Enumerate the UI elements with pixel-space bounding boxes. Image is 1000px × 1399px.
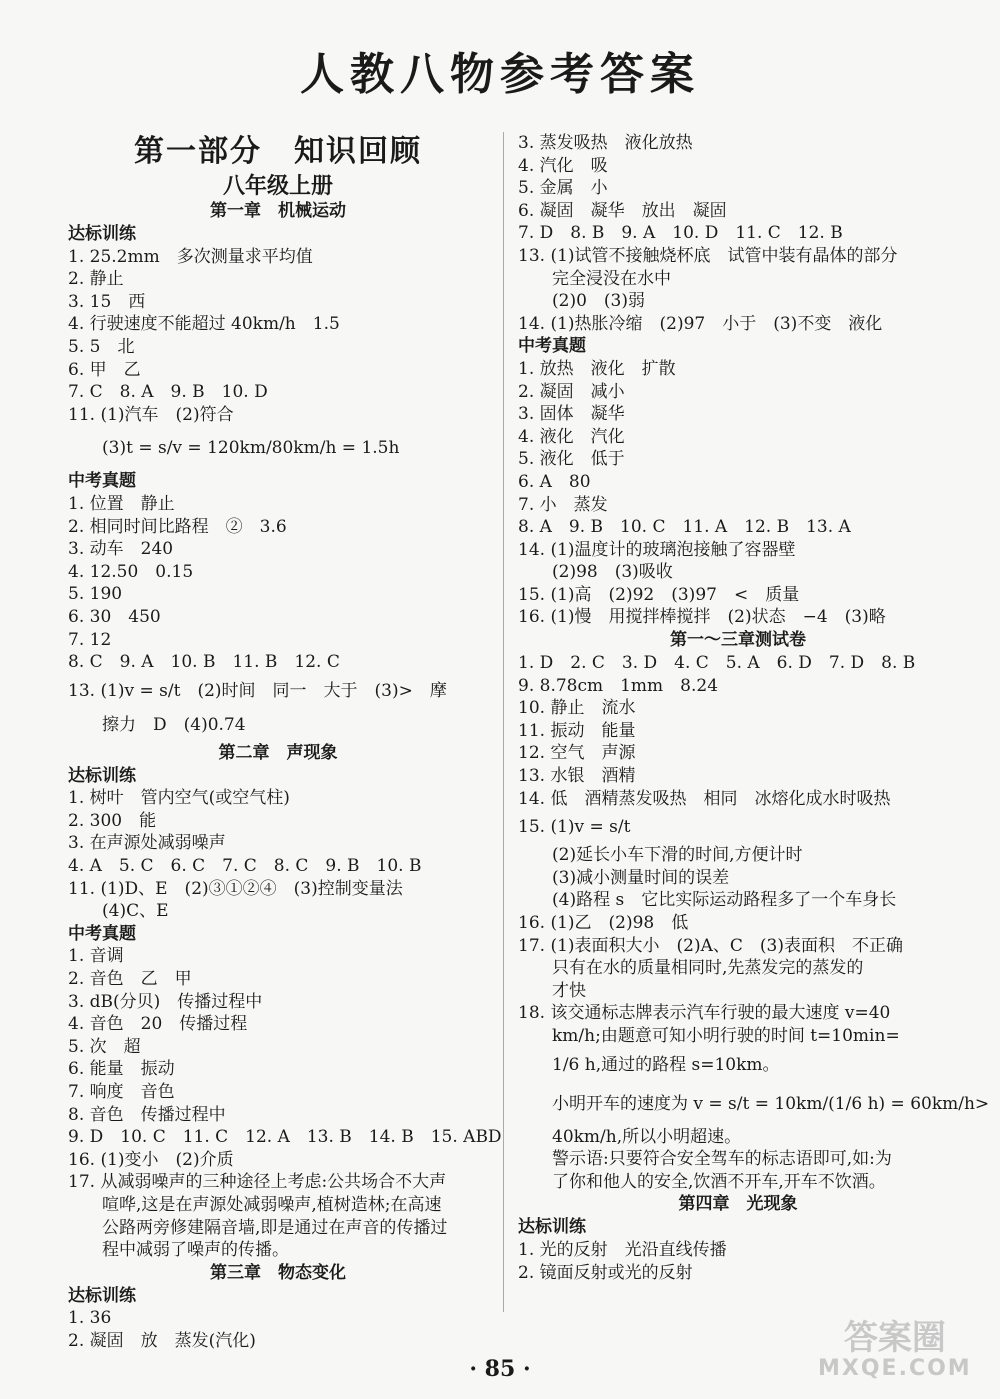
answer-line: 喧哗,这是在声源处减弱噪声,植树造林;在高速 bbox=[68, 1194, 442, 1215]
chapter-heading: 第二章 声现象 bbox=[218, 742, 338, 763]
answer-line: 2. 凝固 减小 bbox=[518, 381, 625, 402]
answer-line: 14. 低 酒精蒸发吸热 相同 冰熔化成水时吸热 bbox=[518, 788, 891, 809]
answer-line: 17. 从减弱噪声的三种途径上考虑:公共场合不大声 bbox=[68, 1172, 447, 1193]
answer-line: 5. 190 bbox=[68, 584, 123, 605]
answer-line: km/h;由题意可知小明行驶的时间 t=10min= bbox=[518, 1025, 900, 1046]
answer-line: 3. dB(分贝) 传播过程中 bbox=[68, 991, 263, 1012]
answer-line: 4. 12.50 0.15 bbox=[68, 561, 194, 582]
answer-line: 7. 12 bbox=[68, 629, 112, 650]
answer-line: 程中减弱了噪声的传播。 bbox=[68, 1240, 289, 1261]
answer-line: 14. (1)热胀冷缩 (2)97 小于 (3)不变 液化 bbox=[518, 313, 883, 334]
chapter-heading: 第一章 机械运动 bbox=[210, 201, 346, 221]
answer-line: 16. (1)慢 用搅拌棒搅拌 (2)状态 −4 (3)略 bbox=[518, 607, 886, 628]
answer-line: 7. C 8. A 9. B 10. D bbox=[68, 382, 268, 403]
column-divider bbox=[503, 132, 504, 1312]
answer-line: (4)路程 s 它比实际运动路程多了一个车身长 bbox=[518, 890, 897, 911]
answer-line: 6. 凝固 凝华 放出 凝固 bbox=[518, 200, 727, 221]
right-column bbox=[518, 132, 990, 1284]
answer-line: 16. (1)乙 (2)98 低 bbox=[518, 913, 689, 933]
answer-line: 5. 金属 小 bbox=[518, 178, 608, 199]
answer-line: 13. (1)试管不接触烧杯底 试管中装有晶体的部分 bbox=[518, 245, 898, 266]
answer-line: 才快 bbox=[518, 980, 586, 1001]
answer-line: 1. 放热 液化 扩散 bbox=[518, 358, 676, 379]
answer-line: (2)0 (3)弱 bbox=[518, 291, 645, 312]
chapter-heading: 第四章 光现象 bbox=[678, 1194, 798, 1215]
answer-line: 8. A 9. B 10. C 11. A 12. B 13. A bbox=[518, 517, 851, 538]
answer-line: (3)减小测量时间的误差 bbox=[518, 867, 730, 888]
answer-line: 1. 位置 静止 bbox=[68, 493, 175, 514]
answer-line: 15. (1)v = s/t bbox=[518, 817, 631, 838]
section-heading: 达标训练 bbox=[518, 1217, 586, 1238]
answer-line: (2)延长小车下滑的时间,方便计时 bbox=[518, 845, 803, 866]
answer-line: 2. 相同时间比路程 ② 3.6 bbox=[68, 516, 287, 537]
answer-line: 8. C 9. A 10. B 11. B 12. C bbox=[68, 652, 340, 673]
answer-line: 只有在水的质量相同时,先蒸发完的蒸发的 bbox=[518, 958, 864, 979]
answer-line: 3. 固体 凝华 bbox=[518, 404, 625, 425]
answer-line: 7. 响度 音色 bbox=[68, 1082, 175, 1102]
page-number: · 85 · bbox=[469, 1356, 531, 1382]
answer-line: 3. 在声源处减弱噪声 bbox=[68, 833, 226, 854]
answer-line: 6. 能量 振动 bbox=[68, 1059, 175, 1080]
section-heading: 达标训练 bbox=[68, 224, 136, 244]
answer-line: 4. 液化 汽化 bbox=[518, 426, 625, 447]
answer-line: 2. 静止 bbox=[68, 269, 124, 290]
answer-line: 1. 光的反射 光沿直线传播 bbox=[518, 1239, 727, 1260]
page-title: 人教八物参考答案 bbox=[300, 49, 700, 100]
answer-line: 1. 36 bbox=[68, 1308, 112, 1329]
answer-line: 14. (1)温度计的玻璃泡接触了容器壁 bbox=[518, 539, 796, 560]
answer-line: 5. 5 北 bbox=[68, 336, 135, 357]
answer-line: 1/6 h,通过的路程 s=10km。 bbox=[518, 1054, 780, 1075]
answer-line: 2. 凝固 放 蒸发(汽化) bbox=[68, 1330, 256, 1351]
answer-line: 7. 小 蒸发 bbox=[518, 494, 608, 515]
answer-line: 4. 行驶速度不能超过 40km/h 1.5 bbox=[68, 314, 340, 335]
answer-line: (2)98 (3)吸收 bbox=[518, 562, 673, 583]
answer-line: 10. 静止 流水 bbox=[518, 698, 636, 719]
answer-line: 13. 水银 酒精 bbox=[518, 766, 636, 787]
answer-line: 11. 振动 能量 bbox=[518, 720, 636, 741]
answer-line: 2. 音色 乙 甲 bbox=[68, 969, 192, 990]
answer-line: 9. 8.78cm 1mm 8.24 bbox=[518, 675, 719, 696]
chapter-heading: 第一～三章测试卷 bbox=[670, 630, 806, 651]
answer-line: 12. 空气 声源 bbox=[518, 743, 636, 764]
watermark-name: 答案圈 bbox=[843, 1318, 946, 1358]
answer-line: 11. (1)汽车 (2)符合 bbox=[68, 404, 234, 425]
answer-line: 8. 音色 传播过程中 bbox=[68, 1104, 226, 1125]
answer-line: 1. D 2. C 3. D 4. C 5. A 6. D 7. D 8. B bbox=[518, 653, 916, 674]
chapter-heading: 第三章 物态变化 bbox=[210, 1262, 346, 1283]
answer-line: 5. 次 超 bbox=[68, 1036, 141, 1057]
answer-line: (4)C、E bbox=[68, 901, 169, 922]
answer-line: 了你和他人的安全,饮酒不开车,开车不饮酒。 bbox=[518, 1171, 886, 1192]
answer-line: 3. 蒸发吸热 液化放热 bbox=[518, 133, 693, 153]
part-heading: 第一部分 知识回顾 bbox=[134, 134, 422, 169]
answer-line: 完全浸没在水中 bbox=[518, 268, 671, 289]
answer-line: 40km/h,所以小明超速。 bbox=[518, 1126, 742, 1147]
left-column bbox=[68, 132, 502, 1353]
answer-line: 2. 300 能 bbox=[68, 810, 157, 831]
answer-line: 4. 汽化 吸 bbox=[518, 155, 608, 176]
answer-line: 3. 15 西 bbox=[68, 291, 146, 312]
section-heading: 中考真题 bbox=[68, 923, 136, 944]
answer-line: 1. 音调 bbox=[68, 946, 124, 967]
answer-line: 13. (1)v = s/t (2)时间 同一 大于 (3)> 摩 bbox=[68, 680, 447, 701]
answer-line: 6. 30 450 bbox=[68, 606, 161, 627]
answer-line: 6. 甲 乙 bbox=[68, 359, 141, 380]
answer-line: 17. (1)表面积大小 (2)A、C (3)表面积 不正确 bbox=[518, 935, 903, 956]
section-heading: 中考真题 bbox=[68, 471, 136, 492]
answer-line: 4. A 5. C 6. C 7. C 8. C 9. B 10. B bbox=[68, 856, 422, 877]
answer-line: 1. 树叶 管内空气(或空气柱) bbox=[68, 788, 290, 809]
answer-line: (3)t = s/v = 120km/80km/h = 1.5h bbox=[68, 438, 400, 459]
watermark-url: MXQE.COM bbox=[818, 1356, 972, 1381]
answer-line: 5. 液化 低于 bbox=[518, 449, 625, 470]
answer-line: 公路两旁修建隔音墙,即是通过在声音的传播过 bbox=[68, 1217, 448, 1238]
answer-line: 15. (1)高 (2)92 (3)97 < 质量 bbox=[518, 584, 800, 605]
answer-line: 9. D 10. C 11. C 12. A 13. B 14. B 15. ABD bbox=[68, 1127, 502, 1148]
answer-line: 2. 镜面反射或光的反射 bbox=[518, 1262, 693, 1283]
answer-line: 3. 动车 240 bbox=[68, 539, 174, 560]
answer-line: 7. D 8. B 9. A 10. D 11. C 12. B bbox=[518, 223, 843, 244]
answer-line: 6. A 80 bbox=[518, 471, 591, 492]
answer-line: 1. 25.2mm 多次测量求平均值 bbox=[68, 246, 313, 267]
answer-line: 警示语:只要符合安全驾车的标志语即可,如:为 bbox=[518, 1149, 892, 1170]
section-heading: 中考真题 bbox=[518, 336, 586, 357]
watermark-logo bbox=[818, 1320, 972, 1382]
answer-line: 18. 该交通标志牌表示汽车行驶的最大速度 v=40 bbox=[518, 1003, 891, 1024]
grade-heading: 八年级上册 bbox=[222, 173, 333, 199]
section-heading: 达标训练 bbox=[68, 765, 136, 786]
answer-line: 16. (1)变小 (2)介质 bbox=[68, 1149, 234, 1170]
answer-line: 11. (1)D、E (2)③①②④ (3)控制变量法 bbox=[68, 878, 403, 899]
answer-line: 小明开车的速度为 v = s/t = 10km/(1/6 h) = 60km/h> bbox=[518, 1093, 990, 1114]
section-heading: 达标训练 bbox=[68, 1285, 136, 1306]
answer-line: 4. 音色 20 传播过程 bbox=[68, 1014, 248, 1035]
answer-line: 擦力 D (4)0.74 bbox=[68, 714, 246, 735]
